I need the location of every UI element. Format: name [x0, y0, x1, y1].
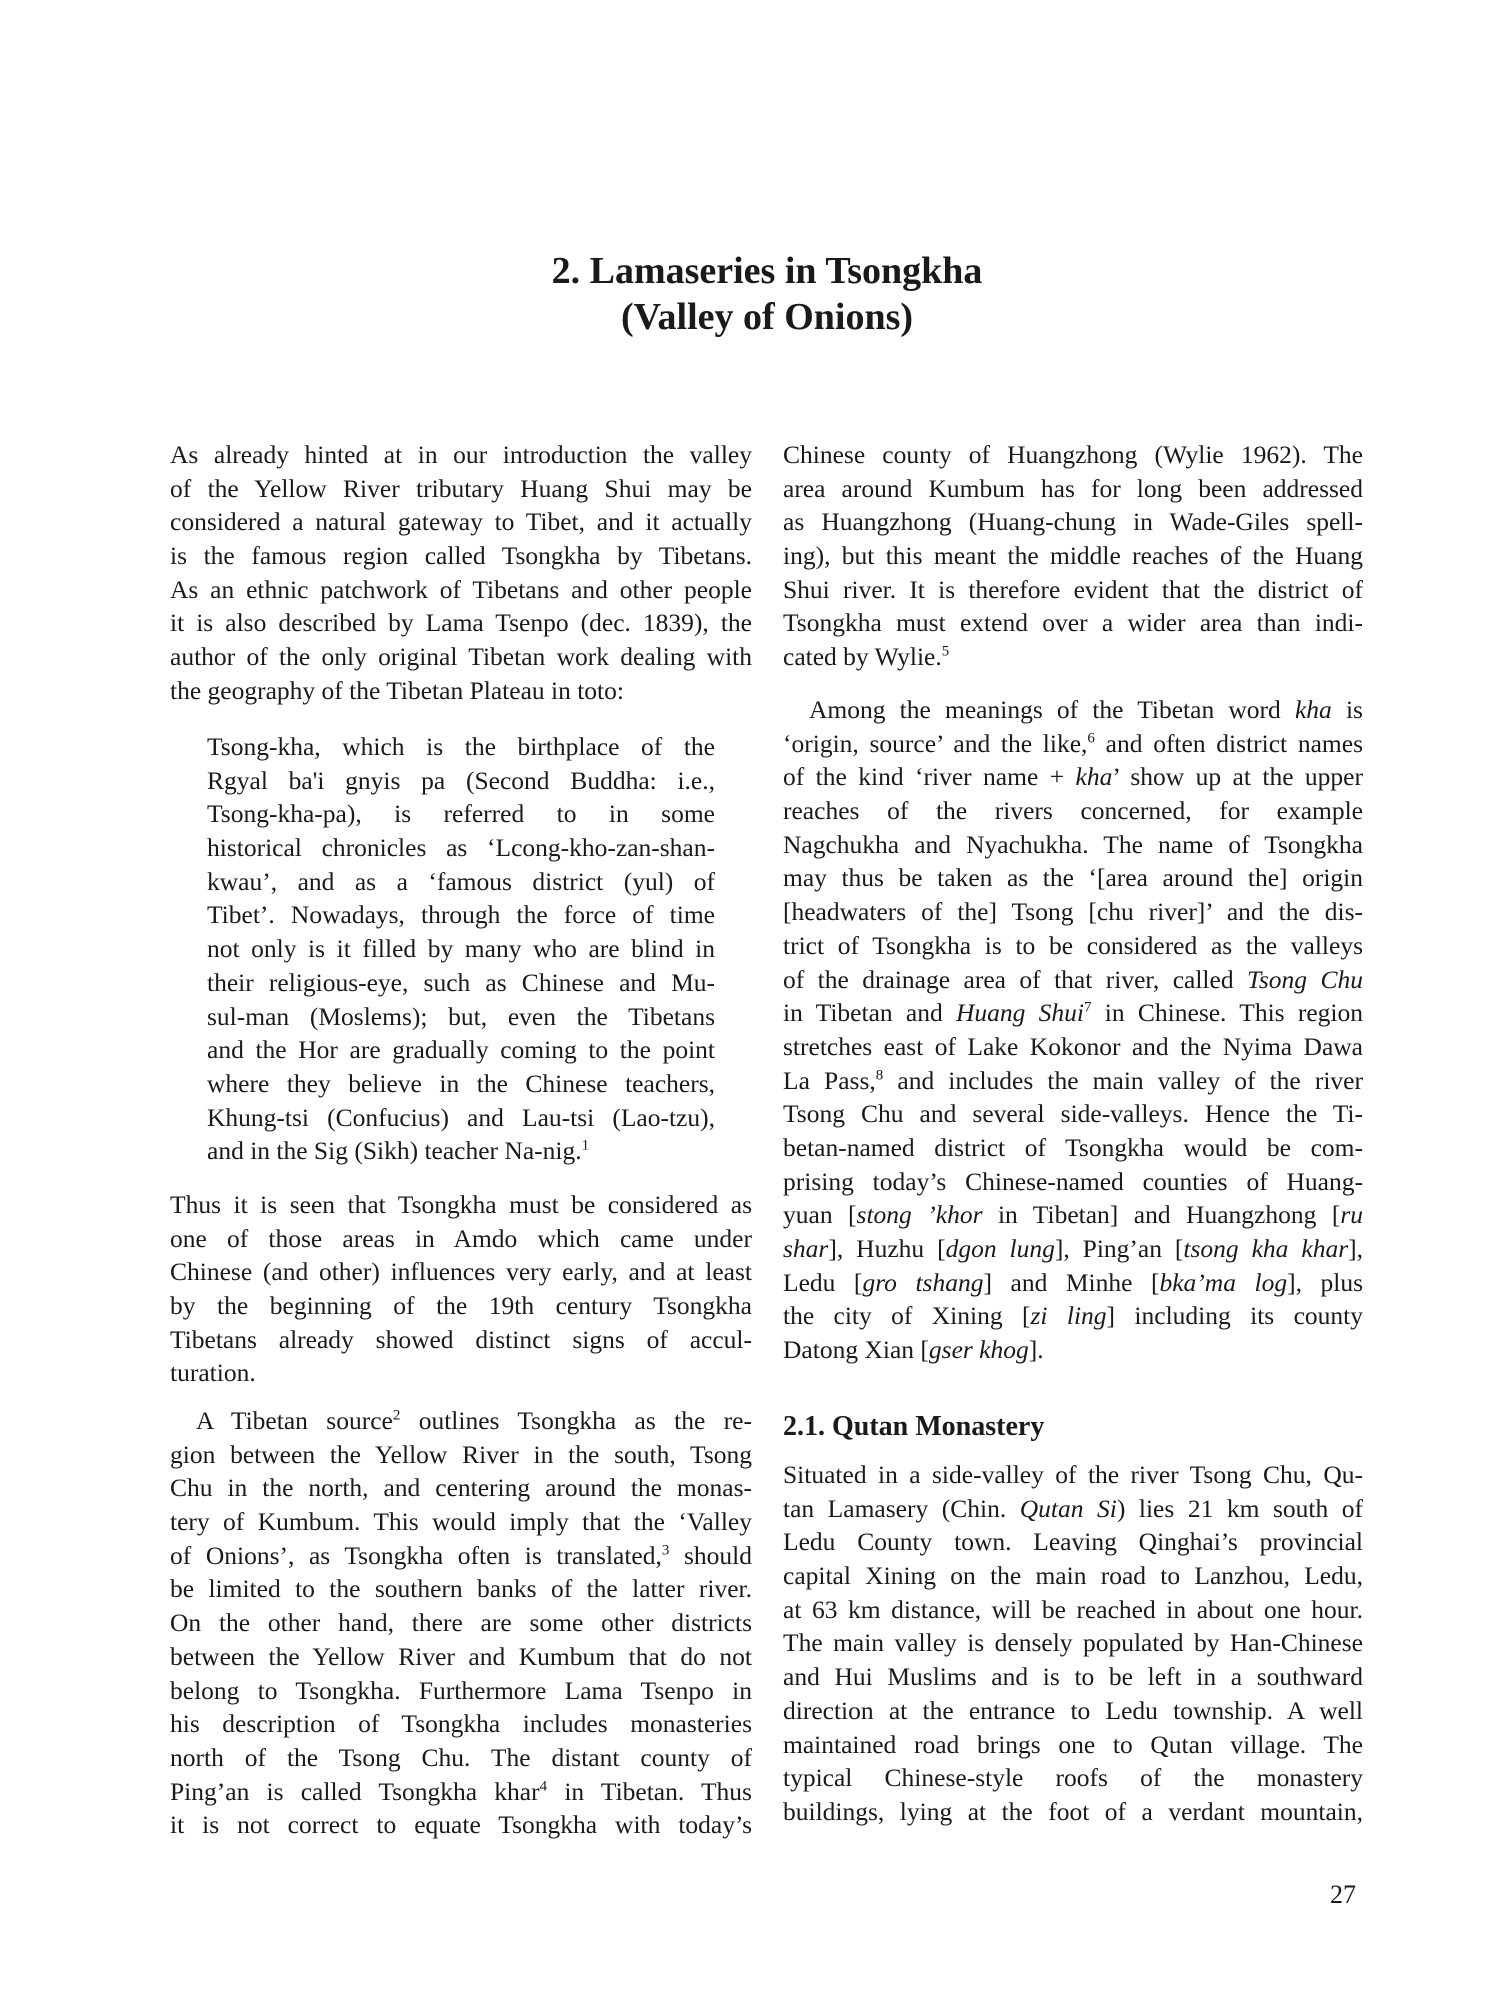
text-run: Among the meanings of the Tibetan word [809, 695, 1295, 724]
text-line [170, 1606, 752, 1640]
italic-term: kha [1075, 762, 1113, 792]
text-line [170, 1640, 752, 1674]
text-run: the city of Xining [ [783, 1301, 1031, 1331]
text-line [170, 539, 752, 573]
text-line [207, 966, 715, 1000]
text-line [170, 1741, 752, 1775]
text-line [783, 1795, 1363, 1829]
text-line [783, 929, 1363, 963]
text-run: Tibet’. Nowadays, through the force of time [207, 900, 715, 930]
text-run: Ping’an is called Tsongkha khar [170, 1776, 540, 1806]
text-run: ’ show up at the upper [1112, 762, 1363, 792]
text-line [783, 1761, 1363, 1795]
text-run: ], [1348, 1234, 1363, 1263]
text-run: stretches east of Lake Kokonor and the Nyima Dawa [783, 1031, 1363, 1061]
right-paragraph-2 [783, 693, 1363, 1367]
italic-term: kha [1294, 695, 1332, 724]
text-run: ) lies 21 km south of [1116, 1493, 1363, 1523]
text-line [783, 573, 1363, 607]
text-run: author of the only original Tibetan work dealing with [170, 642, 752, 672]
text-run: of the drainage area of that river, called [783, 964, 1248, 994]
footnote-ref: 8 [875, 1067, 884, 1084]
italic-term: zi ling [1030, 1301, 1107, 1331]
text-run: be limited to the southern banks of the latter river. [170, 1574, 752, 1604]
footnote-ref: 2 [392, 1407, 401, 1424]
text-run: ], Huzhu [ [828, 1234, 946, 1263]
text-line [783, 539, 1363, 573]
text-run: Chinese county of Huangzhong (Wylie 1962). The [783, 440, 1363, 469]
text-line [170, 606, 752, 640]
text-line [170, 1505, 752, 1539]
text-run: reaches of the rivers concerned, for example [783, 796, 1363, 826]
text-run: tan Lamasery (Chin. [783, 1493, 1020, 1523]
italic-term: gro tshang [862, 1267, 984, 1297]
text-run: where they believe in the Chinese teachers, [207, 1068, 715, 1098]
footnote-ref: 1 [581, 1137, 590, 1154]
text-line [783, 1660, 1363, 1694]
text-run: The main valley is densely populated by Han-Chinese [783, 1628, 1363, 1658]
text-run: Shui river. It is therefore evident that the district of [783, 574, 1363, 604]
text-run: Tsong Chu and several side-valleys. Hence the Ti- [783, 1099, 1363, 1129]
text-line [207, 1000, 715, 1034]
text-run: their religious-eye, such as Chinese and Mu- [207, 967, 715, 997]
footnote-ref: 4 [539, 1778, 548, 1795]
text-run: ‘origin, source’ and the like, [783, 728, 1088, 758]
text-line [170, 573, 752, 607]
text-run: it is not correct to equate Tsongkha with today’s [170, 1810, 752, 1840]
text-line [207, 797, 715, 831]
text-run: Rgyal ba'i gnyis pa (Second Buddha: i.e., [207, 765, 715, 795]
text-run: ]. [1028, 1335, 1044, 1365]
text-run: area around Kumbum has for long been addressed [783, 473, 1363, 503]
text-run: and includes the main valley of the river [883, 1065, 1363, 1095]
text-run: Khung-tsi (Confucius) and Lau-tsi (Lao-tzu), [207, 1102, 715, 1132]
text-run: of Onions’, as Tsongkha often is translated, [170, 1540, 662, 1570]
text-run: it is also described by Lama Tsenpo (dec. 1839), the [170, 608, 752, 638]
text-line [170, 472, 752, 506]
italic-term: Tsong Chu [1247, 964, 1363, 994]
text-line [783, 1458, 1363, 1492]
text-run: Tsong-kha, which is the birthplace of the [207, 732, 715, 761]
text-line [170, 1539, 752, 1573]
text-line [783, 1626, 1363, 1660]
text-run: Tibetans already showed distinct signs of accul- [170, 1324, 752, 1354]
text-line [170, 1222, 752, 1256]
text-run: Tsongkha must extend over a wider area than indi- [783, 608, 1363, 638]
text-line [783, 1333, 1363, 1367]
footnote-ref: 7 [1084, 999, 1092, 1016]
text-run: La Pass, [783, 1065, 876, 1095]
block-quote [207, 730, 715, 1168]
footnote-ref: 6 [1087, 730, 1095, 747]
text-run: As already hinted at in our introduction the valley [170, 440, 752, 469]
text-run: in Tibetan and [783, 998, 956, 1028]
italic-term: shar [783, 1234, 829, 1263]
text-run: kwau’, and as a ‘famous district (yul) of [207, 866, 715, 896]
left-paragraph-2 [170, 1188, 752, 1390]
text-line [783, 760, 1363, 794]
text-run: typical Chinese-style roofs of the monastery [783, 1763, 1363, 1793]
text-line [170, 1572, 752, 1606]
text-run: Situated in a side-valley of the river Tsong Chu, Qu- [783, 1460, 1363, 1489]
text-line [783, 996, 1363, 1030]
text-run: and in the Sig (Sikh) teacher Na-nig. [207, 1136, 582, 1166]
text-line [207, 865, 715, 899]
text-line [783, 438, 1363, 472]
text-line [783, 1266, 1363, 1300]
text-line [170, 505, 752, 539]
text-run: gion between the Yellow River in the south, Tsong [170, 1439, 752, 1469]
text-run: of the kind ‘river name + [783, 762, 1076, 792]
right-paragraph-3 [783, 1458, 1363, 1829]
text-run: ], plus [1287, 1267, 1363, 1297]
text-line [170, 1674, 752, 1708]
text-line [207, 898, 715, 932]
text-run: Thus it is seen that Tsongkha must be considered as [170, 1190, 752, 1219]
italic-term: bka’ma log [1159, 1267, 1288, 1297]
text-line [783, 828, 1363, 862]
footnote-ref: 5 [941, 643, 950, 660]
text-run: and often district names [1094, 728, 1363, 758]
text-run: trict of Tsongkha is to be considered as the valleys [783, 930, 1363, 960]
text-run: ], Ping’an [ [1054, 1234, 1184, 1263]
text-run: as Huangzhong (Huang-chung in Wade-Giles spell- [783, 507, 1363, 537]
text-line [783, 1694, 1363, 1728]
text-line [783, 1198, 1363, 1232]
text-run: Ledu County town. Leaving Qinghai’s provincial [783, 1527, 1363, 1557]
text-line [783, 963, 1363, 997]
text-run: Ledu [ [783, 1267, 863, 1297]
text-run: buildings, lying at the foot of a verdant mountain, [783, 1796, 1363, 1826]
text-run: tery of Kumbum. This would imply that the ‘Valley [170, 1507, 752, 1537]
text-run: by the beginning of the 19th century Tsongkha [170, 1291, 752, 1321]
text-run: one of those areas in Amdo which came under [170, 1223, 752, 1253]
text-run: may thus be taken as the ‘[area around the] origin [783, 863, 1363, 893]
italic-term: Qutan Si [1019, 1493, 1117, 1523]
text-line [783, 794, 1363, 828]
text-line [783, 1165, 1363, 1199]
text-run: betan-named district of Tsongkha would be com- [783, 1132, 1363, 1162]
text-line [170, 1404, 752, 1438]
text-line [207, 831, 715, 865]
text-line [170, 674, 752, 708]
chapter-title-line-1: 2. Lamaseries in Tsongkha [551, 250, 983, 292]
italic-term: stong ’khor [856, 1200, 983, 1230]
text-line [783, 1593, 1363, 1627]
text-run: between the Yellow River and Kumbum that do not [170, 1641, 752, 1671]
text-run: sul-man (Moslems); but, even the Tibetans [207, 1001, 715, 1031]
text-run: Datong Xian [ [783, 1335, 929, 1365]
text-line [170, 1471, 752, 1505]
text-line [783, 1030, 1363, 1064]
text-run: maintained road brings one to Qutan village. The [783, 1729, 1363, 1759]
text-line [783, 727, 1363, 761]
text-line [783, 1559, 1363, 1593]
text-run: prising today’s Chinese-named counties of Huang- [783, 1166, 1363, 1196]
text-run: in Tibetan. Thus [547, 1776, 752, 1806]
text-line [170, 1255, 752, 1289]
text-line [783, 1131, 1363, 1165]
text-line [207, 1134, 715, 1168]
text-run: capital Xining on the main road to Lanzhou, Ledu, [783, 1561, 1363, 1591]
text-run: ing), but this meant the middle reaches of the Huang [783, 541, 1363, 571]
text-line [783, 895, 1363, 929]
text-run: Nagchukha and Nyachukha. The name of Tsongkha [783, 829, 1363, 859]
text-line [783, 1232, 1363, 1266]
text-line [170, 640, 752, 674]
chapter-title-line-2: (Valley of Onions) [620, 296, 914, 338]
text-run: Chinese (and other) influences very early, and at least [170, 1257, 752, 1287]
text-run: the geography of the Tibetan Plateau in toto: [170, 675, 624, 705]
text-line [783, 640, 1363, 674]
text-run: A Tibetan source [196, 1406, 393, 1435]
text-run: is the famous region called Tsongkha by Tibetans. [170, 541, 752, 571]
text-run: yuan [ [783, 1200, 857, 1230]
text-line [783, 861, 1363, 895]
text-line [207, 932, 715, 966]
text-line [170, 438, 752, 472]
text-line [783, 693, 1363, 727]
text-line [783, 1525, 1363, 1559]
italic-term: tsong kha khar [1183, 1234, 1349, 1263]
text-line [207, 1101, 715, 1135]
text-line [783, 472, 1363, 506]
text-run: [headwaters of the] Tsong [chu river]’ and the dis- [783, 897, 1363, 927]
left-paragraph-1 [170, 438, 752, 708]
text-run: outlines Tsongkha as the re- [400, 1406, 752, 1435]
text-line [170, 1438, 752, 1472]
text-run: Tsong-kha-pa), is referred to in some [207, 799, 715, 829]
text-run: direction at the entrance to Ledu township. A well [783, 1695, 1363, 1725]
text-line [207, 764, 715, 798]
text-run: should [669, 1540, 752, 1570]
text-run: historical chronicles as ‘Lcong-kho-zan-shan- [207, 833, 715, 863]
italic-term: ru [1340, 1200, 1363, 1230]
left-paragraph-3 [170, 1404, 752, 1842]
text-run: ] including its county [1106, 1301, 1363, 1331]
text-line [170, 1356, 752, 1390]
text-run: in Chinese. This region [1091, 998, 1363, 1028]
text-run: Chu in the north, and centering around the monas- [170, 1473, 752, 1503]
text-run: is [1331, 695, 1363, 724]
text-line [783, 1492, 1363, 1526]
text-run: turation. [170, 1358, 256, 1388]
page-number: 27 [1330, 1880, 1356, 1909]
text-run: of the Yellow River tributary Huang Shui may be [170, 473, 752, 503]
text-line [170, 1775, 752, 1809]
text-line [207, 730, 715, 764]
text-line [783, 505, 1363, 539]
text-run: belong to Tsongkha. Furthermore Lama Tsenpo in [170, 1675, 752, 1705]
text-run: north of the Tsong Chu. The distant county of [170, 1742, 752, 1772]
text-run: in Tibetan] and Huangzhong [ [982, 1200, 1341, 1230]
text-run: considered a natural gateway to Tibet, and it actually [170, 507, 752, 537]
text-line [170, 1808, 752, 1842]
text-line [207, 1067, 715, 1101]
text-line [783, 1299, 1363, 1333]
text-line [783, 606, 1363, 640]
text-run: cated by Wylie. [783, 642, 942, 672]
text-line [783, 1097, 1363, 1131]
text-line [783, 1728, 1363, 1762]
section-heading: 2.1. Qutan Monastery [783, 1411, 1045, 1442]
text-run: ] and Minhe [ [983, 1267, 1160, 1297]
text-run: not only is it filled by many who are blind in [207, 934, 715, 964]
right-paragraph-1 [783, 438, 1363, 674]
italic-term: Huang Shui [956, 998, 1085, 1028]
text-line [170, 1707, 752, 1741]
text-run: at 63 km distance, will be reached in about one hour. [783, 1594, 1363, 1624]
italic-term: dgon lung [945, 1234, 1055, 1263]
text-line [170, 1323, 752, 1357]
text-line [170, 1289, 752, 1323]
text-run: On the other hand, there are some other districts [170, 1608, 752, 1638]
text-line [783, 1064, 1363, 1098]
text-run: his description of Tsongkha includes monasteries [170, 1709, 752, 1739]
italic-term: gser khog [928, 1335, 1029, 1365]
footnote-ref: 3 [661, 1542, 670, 1559]
text-run: and the Hor are gradually coming to the point [207, 1035, 715, 1065]
text-line [170, 1188, 752, 1222]
text-line [207, 1033, 715, 1067]
text-run: and Hui Muslims and is to be left in a southward [783, 1662, 1363, 1692]
text-run: As an ethnic patchwork of Tibetans and other people [170, 574, 752, 604]
